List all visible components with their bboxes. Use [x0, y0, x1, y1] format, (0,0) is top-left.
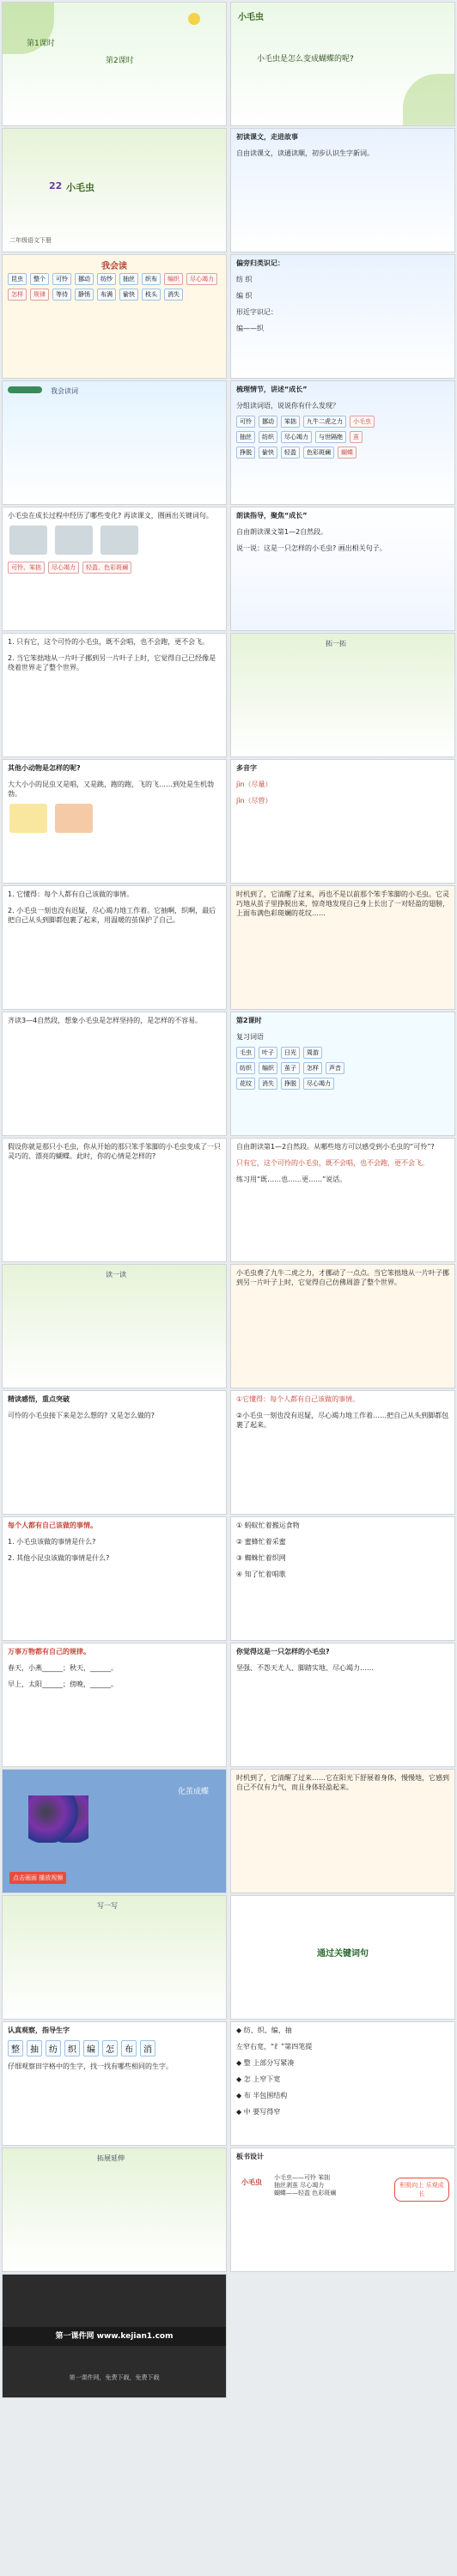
- slide-11-item: 2. 当它笨拙地从一片叶子挪到另一片叶子上时，它觉得自己已经像是绕着世界走了整个世界。: [8, 654, 216, 671]
- slide-6-line: 编——织: [236, 325, 264, 332]
- char-chip: 整: [8, 2040, 23, 2057]
- word-chip: 茧: [350, 431, 363, 443]
- slide-12[interactable]: [230, 633, 455, 757]
- slide-10-title: 朗读指导，聚焦“成长”: [236, 512, 308, 519]
- slide-36[interactable]: [230, 2148, 455, 2272]
- slide-33[interactable]: [2, 2021, 227, 2146]
- slide-34[interactable]: [230, 2021, 455, 2146]
- slide-footer[interactable]: [2, 2274, 227, 2398]
- word-chip: 小毛虫: [350, 416, 375, 428]
- footer-note: 第一课件网，免费下载，免费下载: [69, 2374, 160, 2381]
- slide-10[interactable]: [230, 507, 455, 631]
- insect-image: [55, 804, 93, 833]
- vocab-chip: 怎样: [8, 289, 27, 301]
- word-chip: 毛虫: [236, 1047, 255, 1059]
- slide-26-item: ① 蚂蚁忙着搬运食物: [236, 1522, 300, 1529]
- image-row: [3, 524, 226, 560]
- slide-27-title: 万事万物都有自己的规律。: [8, 1648, 90, 1656]
- slide-20[interactable]: [230, 1138, 455, 1262]
- cocoon-image: [55, 526, 93, 555]
- insect-image: [9, 804, 47, 833]
- word-chip: 尽心竭力: [303, 1078, 334, 1090]
- slide-11-item: 1. 只有它，这个可怜的小毛虫，既不会唱，也不会跑，更不会飞。: [8, 638, 210, 646]
- slide-4[interactable]: [230, 128, 455, 252]
- slide-32-label: 通过关键词句: [317, 1949, 369, 1959]
- label-row: [3, 560, 226, 575]
- slide-6-title: 偏旁归类识记：: [236, 259, 284, 267]
- slide-31-label: 写一写: [97, 1902, 118, 1910]
- word-chip: 与世隔绝: [315, 431, 346, 443]
- vocab-chip: 布满: [97, 289, 116, 301]
- word-chip: 笨拙: [281, 416, 300, 428]
- vocab-chip: 可怜: [52, 273, 71, 285]
- slide-14-a: jìn（尽量）: [236, 781, 272, 788]
- slide-1-title: 第1课时: [27, 39, 55, 48]
- slide-19-text: 假设你就是那只小毛虫，你从开始的那只笨手笨脚的小毛虫变成了一只灵巧的、漂亮的蝴蝶。此时，你的心情是怎样的?: [8, 1143, 221, 1160]
- slide-35-label: 拓展延伸: [97, 2154, 125, 2162]
- slide-31[interactable]: [2, 1895, 227, 2020]
- slide-16[interactable]: [230, 885, 455, 1010]
- vocab-chip: 纺纱: [97, 273, 116, 285]
- slide-10-p1: 自由朗读课文第1—2自然段。: [236, 528, 328, 536]
- site-banner[interactable]: 第一课件网 www.kejian1.com: [3, 2327, 226, 2346]
- char-chip: 怎: [102, 2040, 118, 2057]
- vocab-chip: 编织: [164, 273, 183, 285]
- slide-36-rows: [274, 2174, 336, 2197]
- slide-26-item: ④ 知了忙着唱歌: [236, 1571, 286, 1578]
- vocab-chip: 抽丝: [119, 273, 138, 285]
- slide-28[interactable]: [230, 1643, 455, 1767]
- slide-36-row: 抽丝剥茧 尽心竭力: [274, 2182, 325, 2189]
- slide-33-title: 认真观察，指导生字: [8, 2026, 70, 2034]
- insect-row: [3, 802, 226, 838]
- vocab-chip: 挪动: [75, 273, 94, 285]
- slide-6[interactable]: [230, 254, 455, 379]
- slide-34-item: 左窄右宽，“纟”第四笔提: [236, 2043, 313, 2050]
- slide-23-q: 可怜的小毛虫接下来是怎么想的? 又是怎么做的?: [8, 1412, 155, 1419]
- vocab-chip: 整个: [30, 273, 49, 285]
- slide-14[interactable]: [230, 759, 455, 884]
- slide-26-item: ② 蜜蜂忙着采蜜: [236, 1538, 286, 1546]
- slide-3[interactable]: [2, 128, 227, 252]
- slide-13-text: 大大小小的昆虫又是唱，又是跳，跑的跑，飞的飞……到处是生机勃勃。: [8, 781, 214, 798]
- grade-label: 二年级语文下册: [9, 237, 52, 244]
- slide-9[interactable]: [2, 507, 227, 631]
- slide-6-line: 纺 织: [236, 276, 253, 283]
- word-chip: 偷快: [259, 447, 277, 459]
- slide-21-label: 读一读: [106, 1271, 126, 1279]
- slide-14-label: 多音字: [236, 764, 257, 772]
- slide-24-text2: ②小毛虫一刻也没有迟疑，尽心竭力地工作着……把自己从头到脚都包裹了起来。: [236, 1412, 449, 1429]
- slide-28-q: 你觉得这是一只怎样的小毛虫?: [236, 1648, 330, 1656]
- vocab-chip: 消失: [164, 289, 183, 301]
- word-chip: 纺织: [236, 1062, 255, 1074]
- slide-18[interactable]: [230, 1012, 455, 1136]
- slide-18-row: [231, 1045, 454, 1060]
- slide-34-item: ◆ 整 上部分写紧凑: [236, 2059, 295, 2067]
- leaf-decoration: [403, 74, 455, 126]
- caterpillar-icon: [8, 386, 42, 393]
- word-chip: 叶子: [259, 1047, 277, 1059]
- slide-11[interactable]: [2, 633, 227, 757]
- char-row: [3, 2038, 226, 2058]
- word-chip: 蝴蝶: [338, 447, 356, 459]
- slide-26-item: ③ 蜘蛛忙着织网: [236, 1554, 286, 1562]
- char-chip: 消: [140, 2040, 155, 2057]
- slide-17[interactable]: [2, 1012, 227, 1136]
- slide-13[interactable]: [2, 759, 227, 884]
- char-chip: 纺: [46, 2040, 61, 2057]
- slide-18-header: 第2课时: [236, 1017, 262, 1024]
- slide-15-item: 1. 它懂得：每个人都有自己该做的事情。: [8, 890, 134, 898]
- butterfly-image: [101, 526, 138, 555]
- slide-4-line1: 初读课文，走进故事: [236, 133, 298, 141]
- slide-8-row: [231, 445, 454, 460]
- slide-28-a: 坚强、不怨天尤人、脚踏实地、尽心竭力……: [236, 1664, 374, 1672]
- vocab-chip: 尽心竭力: [186, 273, 217, 285]
- lesson-number: 22: [49, 180, 63, 191]
- slide-30-text: 时机到了，它清醒了过来……它在阳光下舒展着身体，慢慢地，它感到自己不仅有力气，而且身体轻盈起来。: [236, 1774, 449, 1791]
- vocab-chip: 规律: [30, 289, 49, 301]
- word-chip: 挪动: [259, 416, 277, 428]
- slide-27[interactable]: [2, 1643, 227, 1767]
- word-chip: 抽丝: [236, 431, 255, 443]
- word-chip: 茧子: [281, 1062, 300, 1074]
- slide-6-line: 形近字识记：: [236, 308, 277, 316]
- word-chip: 可怜: [236, 416, 255, 428]
- slide-25-q1: 1. 小毛虫该做的事情是什么?: [8, 1538, 96, 1546]
- word-chip: 色彩斑斓: [303, 447, 334, 459]
- slide-8[interactable]: [230, 380, 455, 505]
- slide-18-row: [231, 1060, 454, 1076]
- slide-1[interactable]: [2, 2, 227, 126]
- char-chip: 抽: [27, 2040, 42, 2057]
- stage-label: 可怜、笨拙: [8, 562, 45, 574]
- word-chip: 日光: [281, 1047, 300, 1059]
- slide-22[interactable]: [230, 1264, 455, 1388]
- slide-12-label: 拓一拓: [326, 640, 346, 647]
- slide-36-left: 小毛虫: [241, 2178, 262, 2186]
- slide-24-text: ①它懂得：每个人都有自己该做的事情。: [236, 1395, 360, 1403]
- vocab-chip: 昆虫: [8, 273, 27, 285]
- word-chip: 挣脱: [281, 1078, 300, 1090]
- word-chip: 纺织: [259, 431, 277, 443]
- slide-4-line2: 自由读课文，读通读顺，初步认识生字新词。: [236, 149, 374, 157]
- vocab-chip: 枝头: [142, 289, 161, 301]
- slide-5[interactable]: [2, 254, 227, 379]
- slide-25-q2: 2. 其他小昆虫该做的事情是什么?: [8, 1554, 110, 1562]
- slide-8-prompt: 分组读词语，说说你有什么发现？: [236, 402, 339, 410]
- slide-34-item: ◆ 中 要写得窄: [236, 2108, 281, 2116]
- slide-19[interactable]: [2, 1138, 227, 1262]
- word-chip: 编织: [259, 1062, 277, 1074]
- slide-18-sub: 复习词语: [236, 1033, 264, 1041]
- stage-label: 轻盈、色彩斑斓: [82, 562, 131, 574]
- slide-15-item: 2. 小毛虫一刻也没有迟疑，尽心竭力地工作着。它抽啊，织啊，最后把自己从头到脚都包裹了起来，用温暖的茧保护了自己。: [8, 907, 216, 924]
- slide-30[interactable]: [230, 1769, 455, 1893]
- slide-8-row: [231, 429, 454, 445]
- word-chip: 挣脱: [236, 447, 255, 459]
- slide-8-row: [231, 414, 454, 429]
- char-chip: 织: [64, 2040, 80, 2057]
- slide-36-row: 小毛虫——可怜 笨拙: [274, 2174, 331, 2181]
- char-chip: 布: [121, 2040, 137, 2057]
- slide-20-q: 自由朗读第1—2自然段。从哪些地方可以感受到小毛虫的“可怜”?: [236, 1143, 435, 1151]
- slide-2[interactable]: [230, 2, 455, 126]
- slide-23-title: 精读感悟，重点突破: [8, 1395, 70, 1403]
- slide-9-text: 小毛虫在成长过程中经历了哪些变化? 再读课文，圈画出关键词句。: [8, 512, 213, 519]
- slide-36-title: 板书设计: [236, 2153, 264, 2160]
- vocab-chip: 等待: [52, 289, 71, 301]
- vocab-chip: 偷快: [119, 289, 138, 301]
- slide-18-row: [231, 1076, 454, 1091]
- slide-24[interactable]: [230, 1390, 455, 1515]
- slide-29[interactable]: [2, 1769, 227, 1893]
- slide-34-item: ◆ 布 半包围结构: [236, 2092, 288, 2099]
- slide-20-tip: 练习用“既……也……更……”说话。: [236, 1176, 347, 1183]
- slide-7[interactable]: [2, 380, 227, 505]
- slide-22-text: 小毛虫费了九牛二虎之力，才挪动了一点点。当它笨拙地从一片叶子挪到另一片叶子上时，它觉得自己仿佛周游了整个世界。: [236, 1269, 449, 1286]
- word-chip: 周游: [303, 1047, 322, 1059]
- slide-5-header: 我会读: [101, 262, 127, 271]
- stage-label: 尽心竭力: [48, 562, 79, 574]
- slide-36-row: 蝴蝶——轻盈 色彩斑斓: [274, 2190, 337, 2196]
- slide-27-line: 早上，太阳______；傍晚，______。: [8, 1680, 118, 1688]
- bubble-callout: 积极向上 乐观成长: [394, 2178, 449, 2202]
- slide-34-item: ◆ 怎 上窄下宽: [236, 2075, 281, 2083]
- slide-34-item: ◆ 纺、织、编、抽: [236, 2026, 292, 2034]
- play-video-button[interactable]: 点击画面 播放视频: [9, 1872, 66, 1884]
- bee-icon: [188, 13, 200, 25]
- slide-27-line: 春天，小燕______；秋天，______。: [8, 1664, 118, 1672]
- slide-32[interactable]: [230, 1895, 455, 2020]
- slide-6-line: 编 织: [236, 292, 253, 300]
- slide-29-label: 化茧成蝶: [177, 1788, 209, 1796]
- slide-23[interactable]: [2, 1390, 227, 1515]
- slide-14-b: jǐn（尽管）: [236, 797, 272, 805]
- caterpillar-image: [9, 526, 47, 555]
- slide-8-title: 梳理情节，讲述“成长”: [236, 386, 308, 393]
- word-chip: 怎样: [303, 1062, 322, 1074]
- slide-15[interactable]: [2, 885, 227, 1010]
- word-chip: 尽心竭力: [281, 431, 312, 443]
- slide-1-subtitle: 第2课时: [106, 57, 134, 65]
- lesson-label: 小毛虫: [66, 182, 94, 193]
- word-chip: 九牛二虎之力: [303, 416, 346, 428]
- word-chip: 花纹: [236, 1078, 255, 1090]
- vocab-chip: 织布: [142, 273, 161, 285]
- slide-20-a: 只有它，这个可怜的小毛虫，既不会唱，也不会跑，更不会飞。: [236, 1159, 429, 1167]
- slide-25-title: 每个人都有自己该做的事情。: [8, 1522, 97, 1529]
- slide-2-title: 小毛虫: [238, 13, 264, 22]
- vocab-row: [3, 271, 226, 302]
- slide-16-text: 时机到了，它清醒了过来，再也不是以前那个笨手笨脚的小毛虫。它灵巧地从茧子里挣脱出来，惊奇地发现自己身上长出了一对轻盈的翅膀，上面布满色彩斑斓的花纹……: [236, 890, 449, 917]
- slide-33-tip: 仔细观察田字格中的生字，找一找有哪些相同的生字。: [8, 2063, 173, 2070]
- slide-7-label: 我会读词: [51, 387, 78, 395]
- slide-10-p2: 说一说：这是一只怎样的小毛虫? 画出相关句子。: [236, 544, 387, 552]
- word-chip: 消失: [259, 1078, 277, 1090]
- butterfly-image: [28, 1795, 88, 1843]
- char-chip: 编: [83, 2040, 99, 2057]
- slide-26[interactable]: [230, 1516, 455, 1641]
- slide-25[interactable]: [2, 1516, 227, 1641]
- slide-13-q: 其他小动物是怎样的呢?: [8, 764, 81, 772]
- vocab-chip: 静悄: [75, 289, 94, 301]
- slide-2-question: 小毛虫是怎么变成蝴蝶的呢?: [257, 55, 354, 64]
- slide-35[interactable]: [2, 2148, 227, 2272]
- slide-17-text: 齐读3—4自然段，想象小毛虫是怎样坚持的，是怎样的不容易。: [8, 1017, 203, 1024]
- word-chip: 轻盈: [281, 447, 300, 459]
- word-chip: 声音: [326, 1062, 344, 1074]
- slide-21[interactable]: [2, 1264, 227, 1388]
